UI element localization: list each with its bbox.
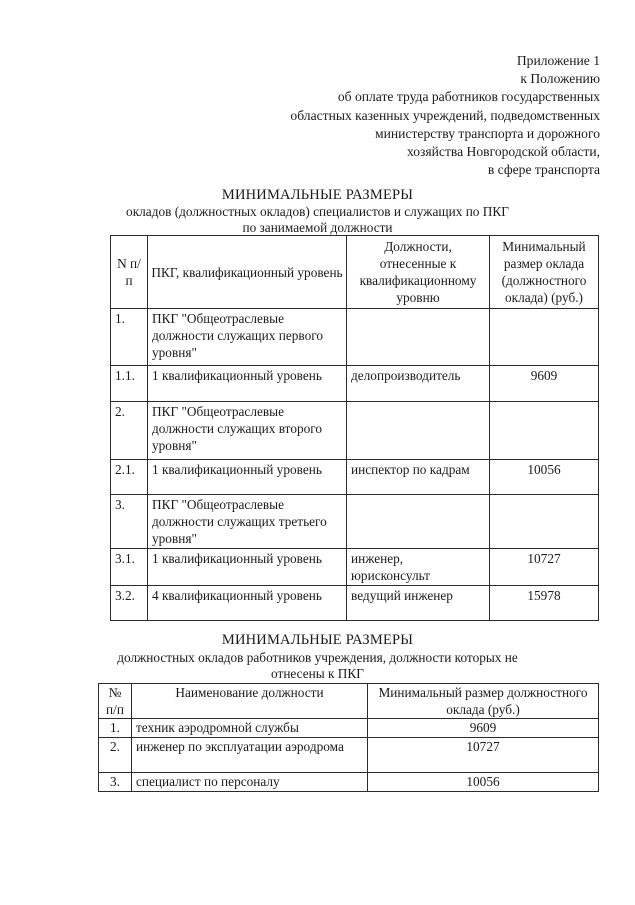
row-number: 3. [111,495,148,549]
row-position [347,495,490,549]
table-row [99,738,599,773]
section2-subtitle-line1: должностных окладов работников учреждения, должности которых не [117,650,518,665]
section2-title: МИНИМАЛЬНЫЕ РАЗМЕРЫ [221,632,414,648]
row-number: 1.1. [111,366,148,402]
header-pkg: ПКГ, квалификационный уровень [148,236,347,309]
row-number: 3.2. [111,586,148,621]
row-position [347,402,490,460]
row-salary [490,495,599,549]
table-header-row [99,684,599,719]
table-row [99,773,599,792]
row-position: инженер по эксплуатации аэродрома [132,738,368,773]
row-salary: 10056 [490,460,599,495]
row-number: 2. [111,402,148,460]
row-position: специалист по персоналу [132,773,368,792]
section1-title: МИНИМАЛЬНЫЕ РАЗМЕРЫ [221,187,414,203]
pkg-salary-table [110,235,599,621]
appendix-block [240,52,600,179]
row-salary [490,402,599,460]
row-pkg: 4 квалификационный уровень [148,586,347,621]
row-salary: 9609 [368,719,599,738]
row-pkg: 1 квалификационный уровень [148,460,347,495]
row-salary: 10727 [490,549,599,586]
section2-subtitle-line2: отнесены к ПКГ [271,666,364,681]
header-positions: Должности, отнесенные к квалификационному уровню [347,236,490,309]
table-row [111,495,599,549]
header-number: N п/п [111,236,148,309]
row-position: инженер, юрисконсульт [347,549,490,586]
row-salary: 10056 [368,773,599,792]
table-row [111,549,599,586]
table-row [111,309,599,366]
table-row [99,719,599,738]
row-salary [490,309,599,366]
row-pkg: ПКГ "Общеотраслевые должности служащих второго уровня" [148,402,347,460]
table-row [111,460,599,495]
row-position: делопроизводитель [347,366,490,402]
appendix-line: в сфере транспорта [487,162,600,178]
appendix-line: министерству транспорта и дорожного [375,125,600,141]
row-number: 1. [99,719,132,738]
appendix-line: областных казенных учреждений, подведомственных [290,107,600,123]
row-pkg: 1 квалификационный уровень [148,549,347,586]
row-salary: 10727 [368,738,599,773]
row-number: 3. [99,773,132,792]
row-number: 2. [99,738,132,773]
row-position: техник аэродромной службы [132,719,368,738]
appendix-line: к Положению [520,71,600,87]
header-salary: Минимальный размер должностного оклада (руб.) [368,684,599,719]
row-number: 1. [111,309,148,366]
table-row [111,366,599,402]
section1-subtitle-line2: по занимаемой должности [242,220,393,235]
table-header-row [111,236,599,309]
header-position-name: Наименование должности [132,684,368,719]
row-pkg: ПКГ "Общеотраслевые должности служащих первого уровня" [148,309,347,366]
row-salary: 9609 [490,366,599,402]
appendix-line: Приложение 1 [516,53,600,68]
row-position: инспектор по кадрам [347,460,490,495]
table-row [111,586,599,621]
non-pkg-salary-table [98,683,599,792]
row-pkg: 1 квалификационный уровень [148,366,347,402]
row-pkg: ПКГ "Общеотраслевые должности служащих третьего уровня" [148,495,347,549]
row-number: 2.1. [111,460,148,495]
table-row [111,402,599,460]
row-position: ведущий инженер [347,586,490,621]
appendix-line: об оплате труда работников государственных [337,89,600,105]
header-salary: Минимальный размер оклада (должностного оклада) (руб.) [490,236,599,309]
header-number: № п/п [99,684,132,719]
row-number: 3.1. [111,549,148,586]
row-salary: 15978 [490,586,599,621]
row-position [347,309,490,366]
section1-subtitle-line1: окладов (должностных окладов) специалистов и служащих по ПКГ [126,204,509,219]
appendix-line: хозяйства Новгородской области, [406,144,600,160]
